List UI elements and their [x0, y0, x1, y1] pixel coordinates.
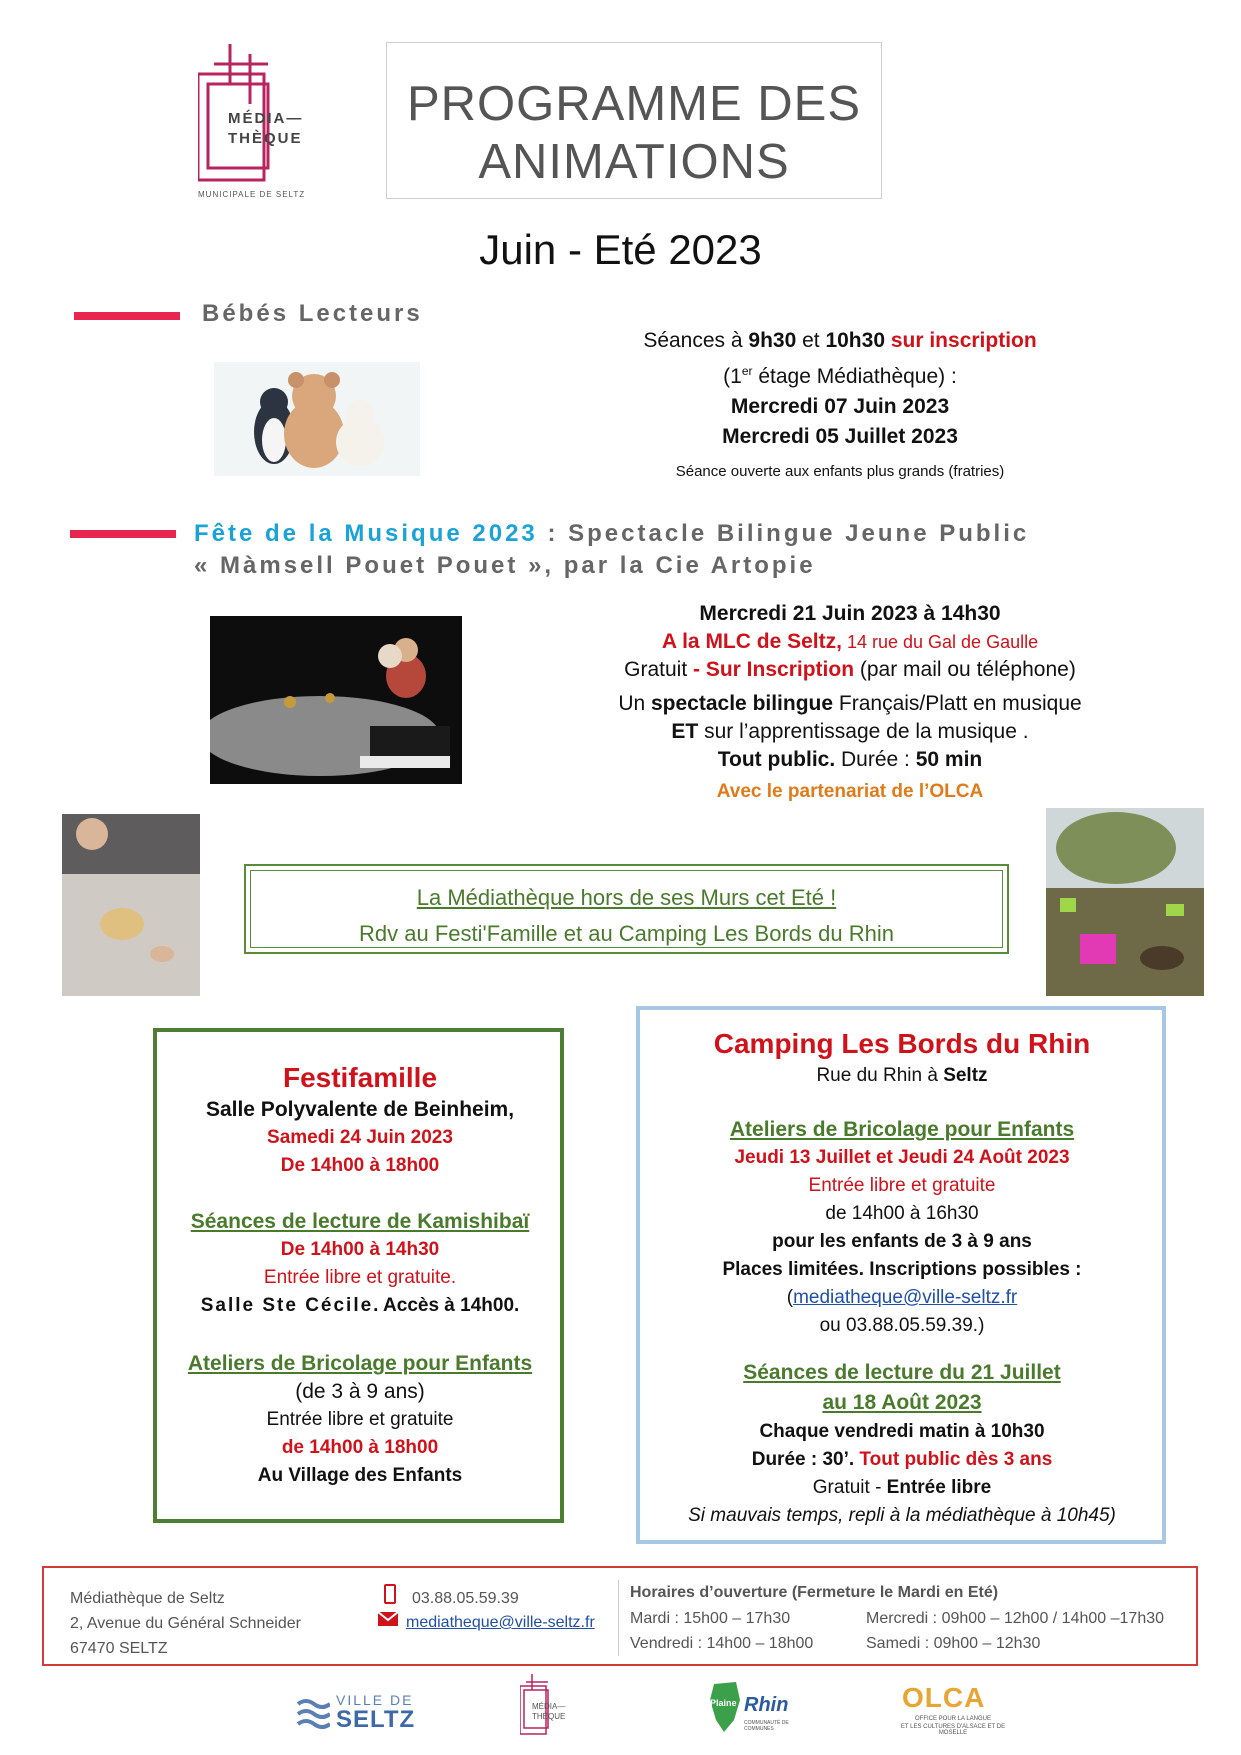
ville-de-seltz-logo: VILLE DE SELTZ — [296, 1690, 416, 1734]
fete-photo — [210, 616, 462, 784]
bebes-info: Séances à 9h30 et 10h30 sur inscription (1er étage Médiathèque) : Mercredi 07 Juin 2023 Mercredi 05 Juillet 2023 Séance ouverte aux enfants plus grands (fratries) — [643, 329, 1037, 480]
olca-logo: OLCA OFFICE POUR LA LANGUE ET LES CULTURES D'ALSACE ET DE MOSELLE — [900, 1682, 1006, 1736]
footer-hours-left: Mardi : 15h00 – 17h30 Vendredi : 14h00 – 18h00 — [630, 1610, 814, 1652]
mail-icon — [378, 1612, 398, 1626]
logo-subtitle: MUNICIPALE DE SELTZ — [198, 190, 306, 199]
footer-hours-title: Horaires d’ouverture (Fermeture le Mardi en Eté) — [630, 1584, 999, 1601]
camping-content: Camping Les Bords du Rhin Rue du Rhin à Seltz Ateliers de Bricolage pour Enfants Jeudi 13 Juillet et Jeudi 24 Août 2023 Entrée libre et gratuite de 14h00 à 16h30 pour les enfants de 3 à 9 ans Places limitées. Inscriptions possibles : (mediatheque@ville-seltz.fr ou 03.88.05.59.39.) Séances de lecture du 21 Juillet au 18 Août 2023 Chaque vendredi matin à 10h30 Durée : 30’. Tout public dès 3 ans Gratuit - Entrée libre Si mauvais temps, repli à la médiathèque à 10h45) — [688, 1028, 1116, 1526]
footer-address: Médiathèque de Seltz 2, Avenue du Général Schneider 67470 SELTZ — [70, 1590, 301, 1657]
fete-info: Mercredi 21 Juin 2023 à 14h30 A la MLC de Seltz, 14 rue du Gal de Gaulle Gratuit - Sur Inscription (par mail ou téléphone) Un spectacle bilingue Français/Platt en musique ET sur l’apprentissage de la musique . Tout public. Durée : 50 min Avec le partenariat de l’OLCA — [618, 602, 1082, 802]
section-heading-bebes: Bébés Lecteurs — [202, 300, 423, 327]
bebes-illustration — [214, 362, 420, 476]
hors-les-murs-banner: La Médiathèque hors de ses Murs cet Eté ! Rdv au Festi'Famille et au Camping Les Bords du Rhin — [244, 864, 1009, 954]
title-box — [386, 42, 882, 199]
camping-photo — [1046, 808, 1204, 996]
logo-text-theque: THÈQUE — [228, 130, 303, 147]
footer-email-link[interactable]: mediatheque@ville-seltz.fr — [406, 1614, 595, 1631]
camping-email-link[interactable]: mediatheque@ville-seltz.fr — [793, 1287, 1018, 1308]
section-heading-fete: Fête de la Musique 2023 : Spectacle Bilingue Jeune Public « Màmsell Pouet Pouet », par la Cie Artopie — [194, 520, 1030, 579]
mediatheque-small-logo: MÉDIA— THÈQUE — [520, 1674, 584, 1738]
section-bar — [70, 530, 176, 538]
festifamille-photo — [62, 814, 200, 996]
footer-phone: 03.88.05.59.39 — [412, 1590, 519, 1607]
page-subtitle: Juin - Eté 2023 — [479, 226, 762, 273]
plaine-du-rhin-logo: Plaine Rhin COMMUNAUTÉ DE COMMUNES — [706, 1680, 796, 1740]
section-bar — [74, 312, 180, 320]
footer-hours-right: Mercredi : 09h00 – 12h00 / 14h00 –17h30 Samedi : 09h00 – 12h30 — [866, 1610, 1165, 1652]
phone-icon — [384, 1584, 396, 1604]
footer-divider — [618, 1580, 619, 1656]
festifamille-content: Festifamille Salle Polyvalente de Beinheim, Samedi 24 Juin 2023 De 14h00 à 18h00 Séances de lecture de Kamishibaï De 14h00 à 14h30 Entrée libre et gratuite. Salle Ste Cécile. Accès à 14h00. Ateliers de Bricolage pour Enfants (de 3 à 9 ans) Entrée libre et gratuite de 14h00 à 18h00 Au Village des Enfants — [187, 1062, 533, 1486]
page-title: PROGRAMME DES ANIMATIONS — [406, 77, 862, 189]
logo-text-media: MÉDIA— — [228, 110, 304, 127]
